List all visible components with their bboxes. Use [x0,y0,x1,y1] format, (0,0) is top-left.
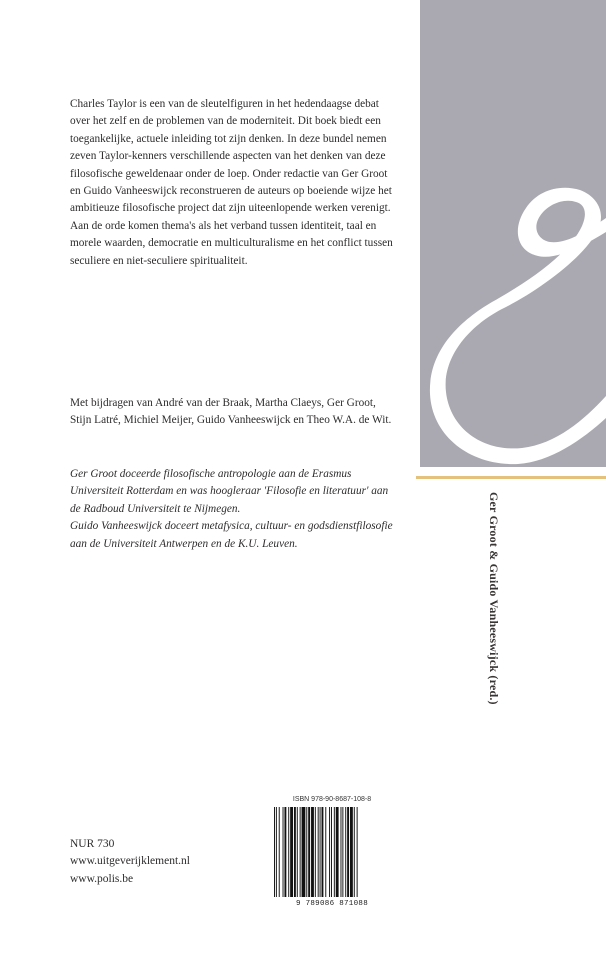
bio-ger-groot: Ger Groot doceerde filosofische antropologie aan de Erasmus Universiteit Rotterdam en was hoogleraar 'Filosofie en literatuur' aan de Radboud Universiteit te Nijmegen. [70,468,389,515]
nur-code: NUR 730 [70,838,115,850]
ampersand-logo [420,0,606,467]
contributors-paragraph: Met bijdragen van André van der Braak, Martha Claeys, Ger Groot, Stijn Latré, Michiel Meijer, Guido Vanheeswijck en Theo W.A. de Wit. [70,397,392,427]
publisher-url-polis: www.polis.be [70,872,134,885]
back-cover-description: Charles Taylor is een van de sleutelfiguren in het hedendaagse debat over het zelf en de problemen van de moderniteit. Dit boek biedt een toegankelijke, actuele inleiding tot zijn denken. In deze bundel nemen zeven Taylor-kenners verschillende aspecten van het denken van deze filosofische geweldenaar onder de loep. Onder redactie van Ger Groot en Guido Vanheeswijck reconstrueren de auteurs op boeiende wijze het ambitieuze filosofische project dat zijn uiteenlopende werken verenigt. Aan de orde komen thema's als het verband tussen identiteit, taal en morele waarden, democratie en multiculturalisme en het conflict tussen seculiere en niet-seculiere spiritualiteit. [70,98,393,267]
barcode-digits: 9 789086 871088 [295,900,368,908]
publisher-footer [70,836,190,888]
bio-guido-vanheeswijck: Guido Vanheeswijck doceert metafysica, cultuur- en godsdienstfilosofie aan de Universiteit Antwerpen en de K.U. Leuven. [70,520,393,550]
barcode-icon [272,807,392,899]
divider-line [416,476,606,479]
publisher-url-klement: www.uitgeverijklement.nl [70,855,190,868]
isbn-label: ISBN 978-90-8687-108-8 [292,796,372,803]
author-bios [70,466,400,553]
barcode-area [268,796,396,916]
spine-author-names: Ger Groot & Guido Vanheeswijck (red.) [487,492,501,705]
